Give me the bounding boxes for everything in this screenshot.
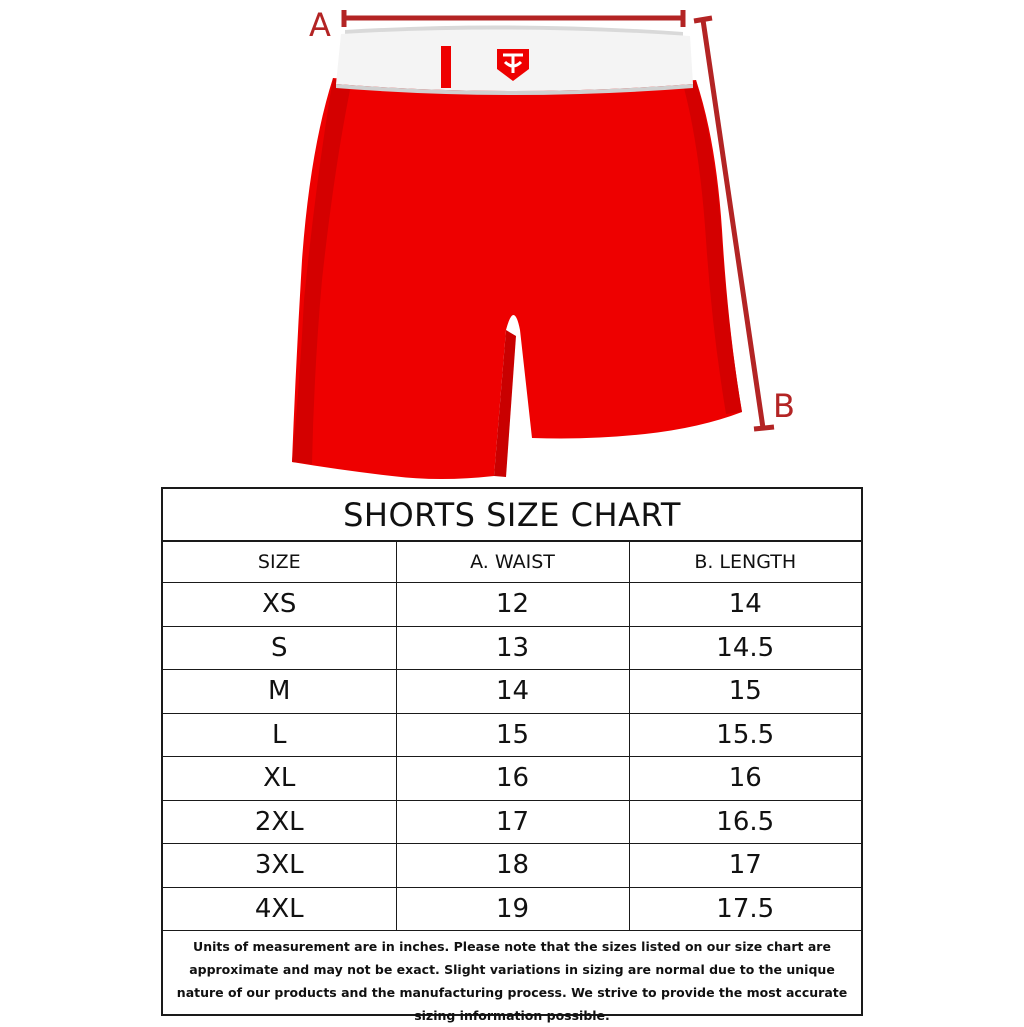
table-row bbox=[163, 800, 861, 844]
length-cell: 17.5 bbox=[629, 887, 861, 931]
table-row bbox=[163, 626, 861, 670]
size-cell: L bbox=[163, 713, 396, 757]
size-cell: 2XL bbox=[163, 800, 396, 844]
waist-cell: 14 bbox=[396, 670, 629, 714]
length-cell: 15 bbox=[629, 670, 861, 714]
size-cell: M bbox=[163, 670, 396, 714]
chart-title: SHORTS SIZE CHART bbox=[163, 489, 861, 542]
waist-cell: 18 bbox=[396, 844, 629, 888]
size-table bbox=[163, 542, 861, 931]
length-cell: 16 bbox=[629, 757, 861, 801]
size-cell: 4XL bbox=[163, 887, 396, 931]
waist-cell: 19 bbox=[396, 887, 629, 931]
column-header-size: SIZE bbox=[163, 542, 396, 583]
measurement-note: Units of measurement are in inches. Please note that the sizes listed on our size chart are approximate and may not be exact. Slight variations in sizing are normal due to the unique nature of our products and the manufacturing process. We strive to provide the most accurate sizing information possible. bbox=[176, 939, 848, 1023]
waist-cell: 12 bbox=[396, 583, 629, 627]
length-cell: 14.5 bbox=[629, 626, 861, 670]
size-cell: S bbox=[163, 626, 396, 670]
table-row bbox=[163, 887, 861, 931]
waist-cell: 15 bbox=[396, 713, 629, 757]
label-b: B bbox=[773, 387, 795, 425]
table-row bbox=[163, 670, 861, 714]
length-cell: 15.5 bbox=[629, 713, 861, 757]
table-row bbox=[163, 583, 861, 627]
length-cell: 16.5 bbox=[629, 800, 861, 844]
length-cell: 14 bbox=[629, 583, 861, 627]
shorts-diagram bbox=[0, 0, 1024, 486]
size-cell: XL bbox=[163, 757, 396, 801]
table-row bbox=[163, 757, 861, 801]
table-header-row bbox=[163, 542, 861, 583]
waist-cell: 16 bbox=[396, 757, 629, 801]
column-header-waist: A. WAIST bbox=[396, 542, 629, 583]
label-a: A bbox=[309, 6, 331, 44]
size-cell: 3XL bbox=[163, 844, 396, 888]
waist-cell: 17 bbox=[396, 800, 629, 844]
table-row bbox=[163, 844, 861, 888]
size-cell: XS bbox=[163, 583, 396, 627]
waist-measure-line bbox=[344, 10, 683, 27]
table-row bbox=[163, 713, 861, 757]
shorts-illustration bbox=[292, 25, 742, 479]
length-cell: 17 bbox=[629, 844, 861, 888]
waist-cell: 13 bbox=[396, 626, 629, 670]
size-chart bbox=[161, 487, 863, 1023]
column-header-length: B. LENGTH bbox=[629, 542, 861, 583]
